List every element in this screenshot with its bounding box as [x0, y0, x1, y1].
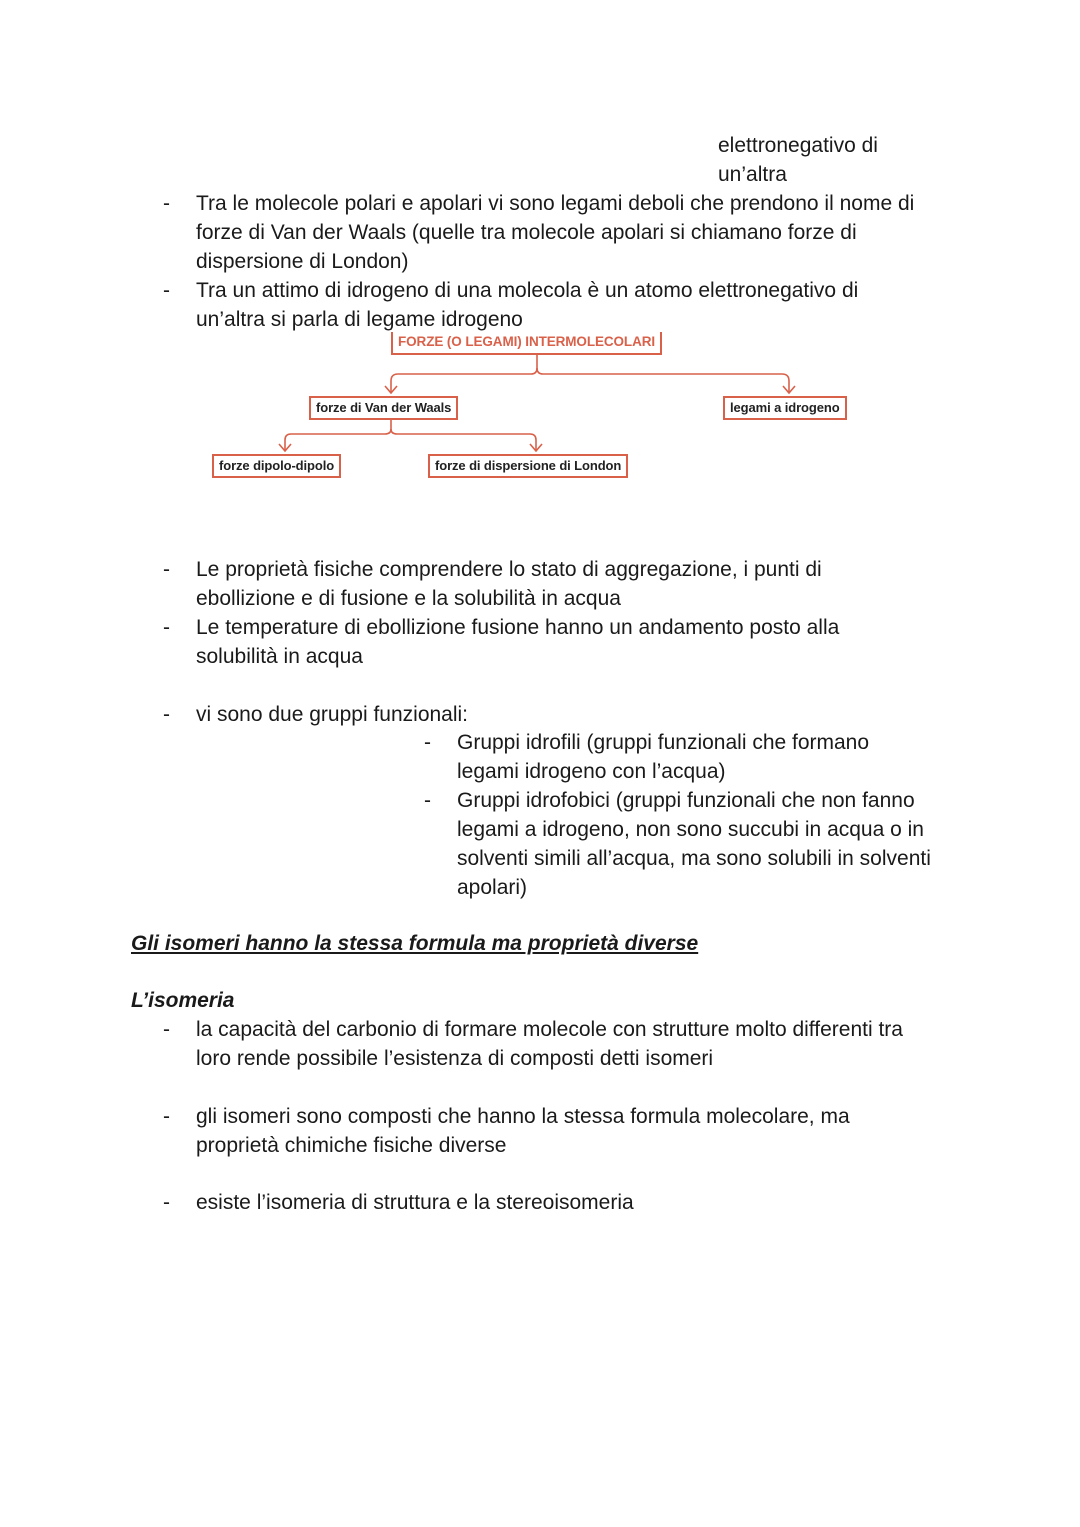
subsection-title: L’isomeria [131, 989, 235, 1012]
bullet-dash: - [163, 558, 170, 581]
sub-bullet-dash: - [424, 731, 431, 754]
bullet-dash: - [163, 192, 170, 215]
diagram-node-dipole-dipole: forze dipolo-dipolo [212, 454, 341, 478]
bullet-text: Tra le molecole polari e apolari vi sono legami deboli che prendono il nome di [196, 192, 915, 215]
bullet-dash: - [163, 616, 170, 639]
bullet-text: Le temperature di ebollizione fusione hanno un andamento posto alla [196, 616, 840, 639]
diagram-node-hydrogen-bonds: legami a idrogeno [723, 396, 847, 420]
sub-bullet-text: solventi simili all’acqua, ma sono solubili in solventi [457, 847, 931, 870]
bullet-text: vi sono due gruppi funzionali: [196, 703, 469, 726]
diagram-node-london-dispersion: forze di dispersione di London [428, 454, 628, 478]
bullet-text: dispersione di London) [196, 250, 409, 273]
bullet-text: gli isomeri sono composti che hanno la stessa formula molecolare, ma [196, 1105, 850, 1128]
diagram-connectors [0, 0, 1080, 500]
bullet-text: Le proprietà fisiche comprendere lo stato di aggregazione, i punti di [196, 558, 822, 581]
bullet-dash: - [163, 703, 170, 726]
bullet-text: un’altra si parla di legame idrogeno [196, 308, 523, 331]
bullet-text: ebollizione e di fusione e la solubilità in acqua [196, 587, 621, 610]
bullet-dash: - [163, 279, 170, 302]
bullet-text: solubilità in acqua [196, 645, 363, 668]
bullet-dash: - [163, 1105, 170, 1128]
bullet-dash: - [163, 1018, 170, 1041]
sub-bullet-text: legami a idrogeno, non sono succubi in acqua o in [457, 818, 924, 841]
continuation-line: elettronegativo di [718, 134, 878, 157]
section-title: Gli isomeri hanno la stessa formula ma proprietà diverse [131, 932, 699, 955]
diagram-node-van-der-waals: forze di Van der Waals [309, 396, 458, 420]
bullet-text: forze di Van der Waals (quelle tra molecole apolari si chiamano forze di [196, 221, 857, 244]
sub-bullet-text: apolari) [457, 876, 528, 899]
bullet-text: esiste l’isomeria di struttura e la stereoisomeria [196, 1191, 634, 1214]
diagram-root-box: FORZE (O LEGAMI) INTERMOLECOLARI [391, 332, 662, 355]
bullet-text: Tra un attimo di idrogeno di una molecola è un atomo elettronegativo di [196, 279, 859, 302]
sub-bullet-text: Gruppi idrofili (gruppi funzionali che formano [457, 731, 870, 754]
sub-bullet-dash: - [424, 789, 431, 812]
bullet-dash: - [163, 1191, 170, 1214]
bullet-text: loro rende possibile l’esistenza di composti detti isomeri [196, 1047, 714, 1070]
sub-bullet-text: legami idrogeno con l’acqua) [457, 760, 726, 783]
bullet-text: proprietà chimiche fisiche diverse [196, 1134, 507, 1157]
bullet-text: la capacità del carbonio di formare molecole con strutture molto differenti tra [196, 1018, 903, 1041]
continuation-line: un’altra [718, 163, 787, 186]
sub-bullet-text: Gruppi idrofobici (gruppi funzionali che non fanno [457, 789, 915, 812]
